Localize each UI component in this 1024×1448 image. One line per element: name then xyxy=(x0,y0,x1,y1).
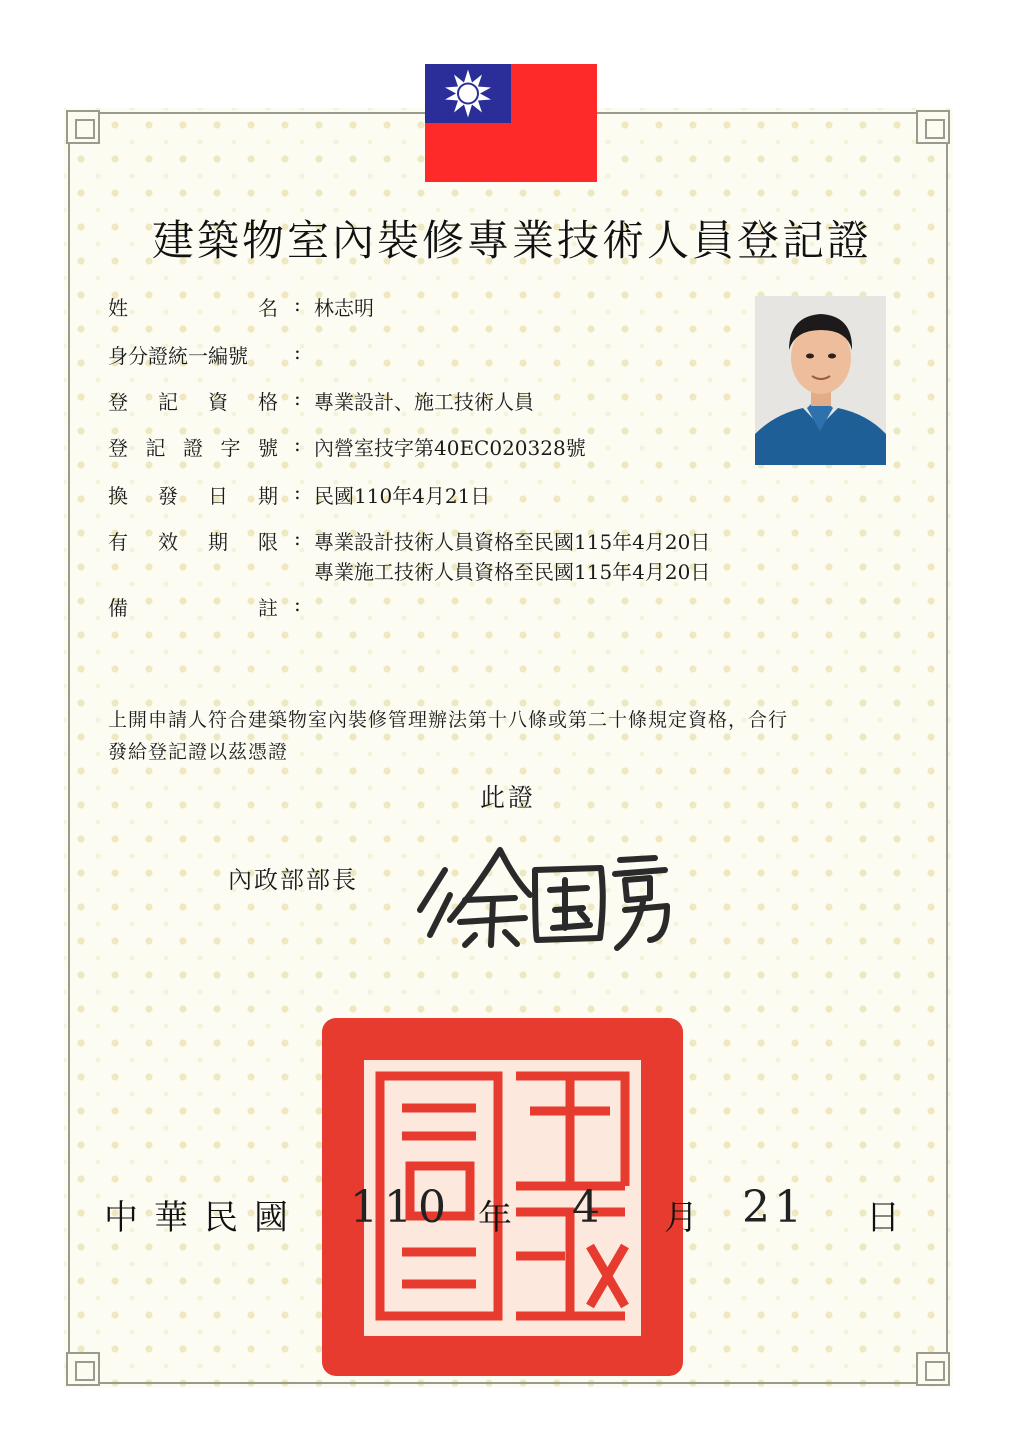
field-value: 專業設計、施工技術人員 xyxy=(314,390,534,414)
field-value-line1: 專業設計技術人員資格至民國115年4月20日 xyxy=(314,530,711,554)
field-colon: : xyxy=(294,340,301,364)
corner-ornament-bottom-left xyxy=(66,1352,100,1386)
corner-ornament-bottom-right xyxy=(916,1352,950,1386)
field-value: 內營室技字第40EC020328號 xyxy=(314,436,586,460)
corner-ornament-top-right xyxy=(916,110,950,144)
signatory-title: 內政部部長 xyxy=(228,866,358,894)
field-label: 換發日期 xyxy=(108,484,278,508)
field-colon: : xyxy=(294,480,301,504)
field-value: 民國110年4月21日 xyxy=(314,484,491,508)
issue-date-day: 21 xyxy=(742,1182,806,1233)
statement-line: 發給登記證以茲憑證 xyxy=(108,741,289,763)
field-colon: : xyxy=(294,386,301,410)
field-label: 備註 xyxy=(108,596,278,620)
field-colon: : xyxy=(294,292,301,316)
corner-ornament-top-left xyxy=(66,110,100,144)
field-label: 姓名 xyxy=(108,296,278,320)
field-colon: : xyxy=(294,432,301,456)
field-value: 林志明 xyxy=(314,296,374,320)
issue-date-era: 中華民國 xyxy=(104,1198,304,1238)
closing-text: 此證 xyxy=(480,783,537,812)
issue-date-year: 110 xyxy=(350,1182,452,1233)
statement-paragraph xyxy=(108,704,938,768)
issue-date-month-unit: 月 xyxy=(664,1198,698,1238)
holder-photo xyxy=(755,296,886,465)
national-flag-icon xyxy=(425,64,597,182)
issue-date-month: 4 xyxy=(572,1182,600,1233)
issue-date-year-unit: 年 xyxy=(478,1198,512,1238)
field-label: 登記證字號 xyxy=(108,436,278,460)
field-value-line2: 專業施工技術人員資格至民國115年4月20日 xyxy=(314,560,711,584)
field-colon: : xyxy=(294,592,301,616)
field-colon: : xyxy=(294,526,301,550)
certificate-title: 建築物室內裝修專業技術人員登記證 xyxy=(151,216,872,265)
field-label: 身分證統一編號 xyxy=(108,344,248,368)
minister-signature xyxy=(405,840,680,958)
field-label: 有效期限 xyxy=(108,530,278,554)
issue-date-day-unit: 日 xyxy=(866,1198,900,1238)
field-label: 登記資格 xyxy=(108,390,278,414)
statement-line: 上開申請人符合建築物室內裝修管理辦法第十八條或第二十條規定資格，合行 xyxy=(108,709,789,731)
